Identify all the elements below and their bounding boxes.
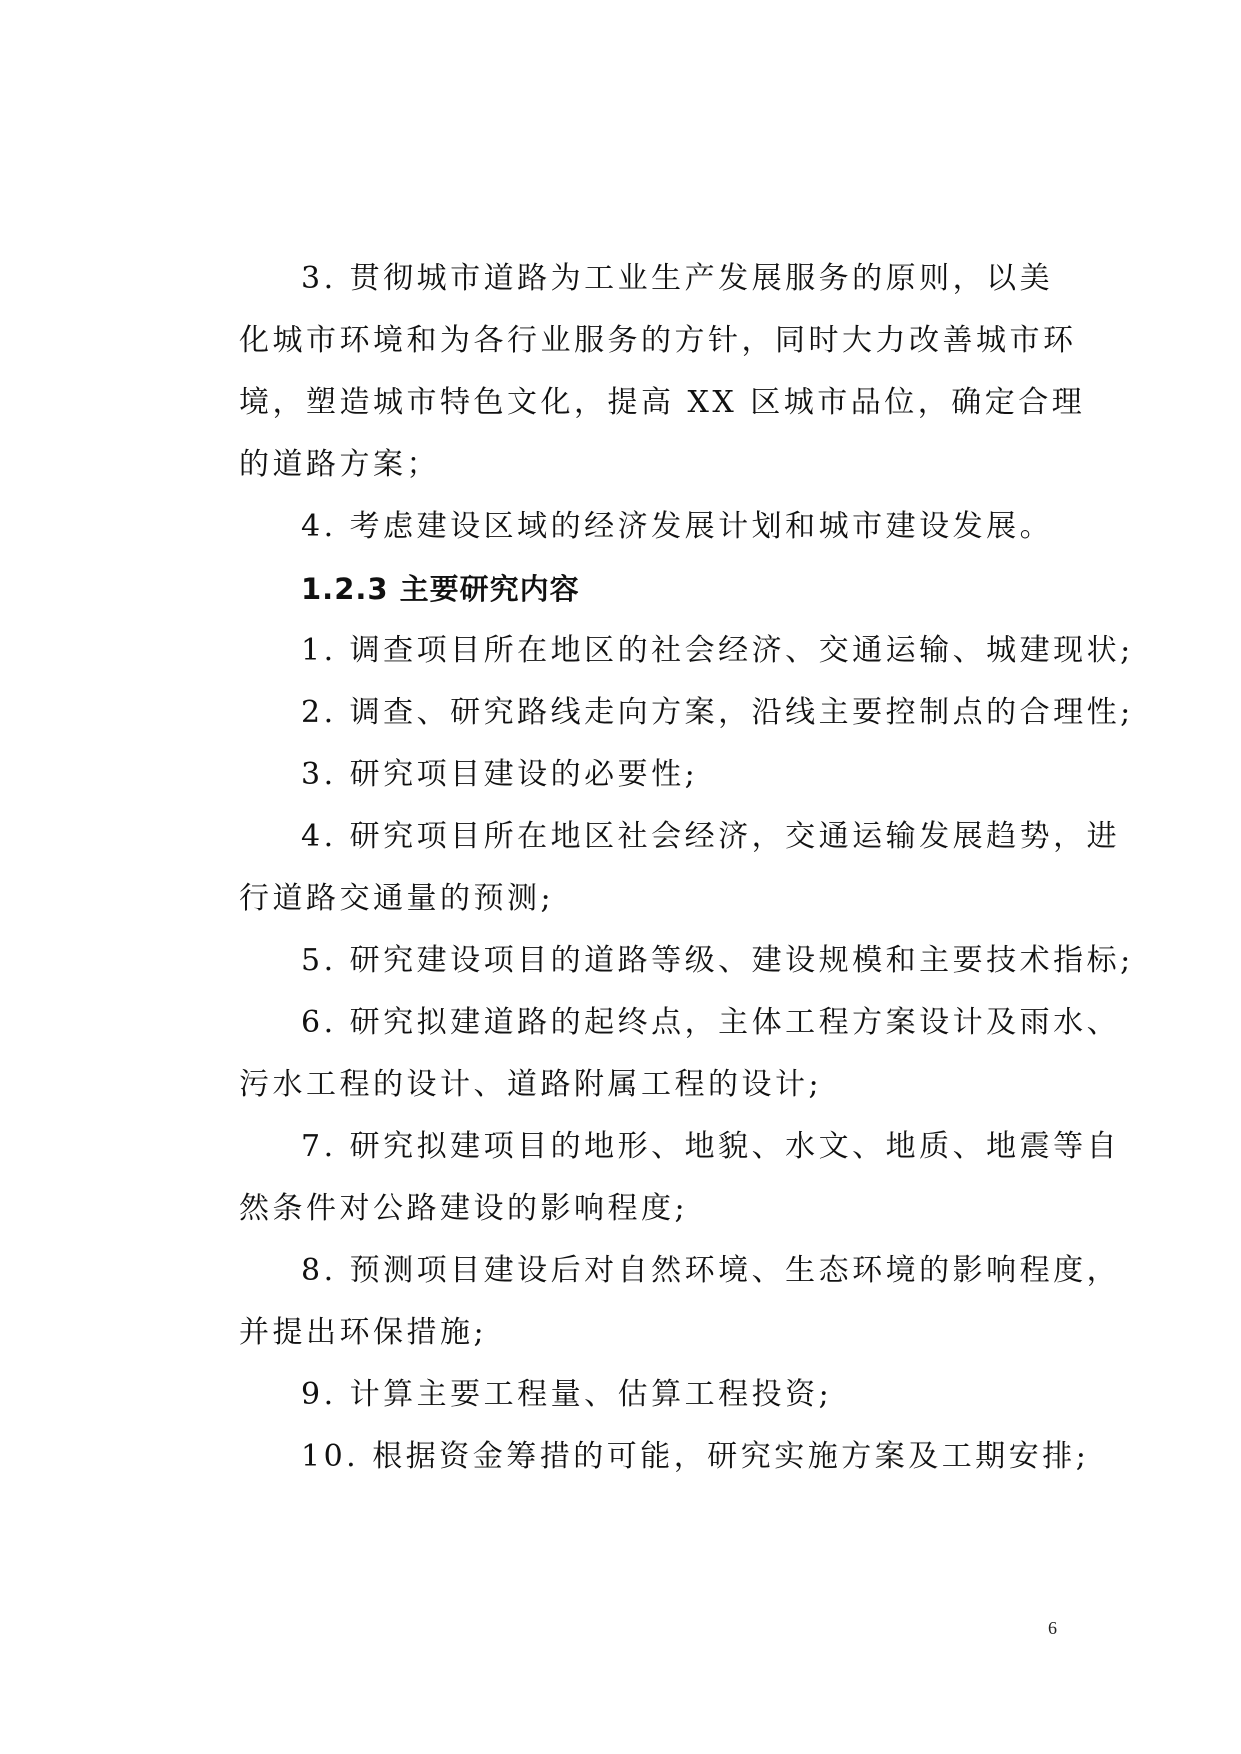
- text-line: 8. 预测项目建设后对自然环境、生态环境的影响程度，: [301, 1253, 1121, 1288]
- principle-4: [239, 496, 1057, 558]
- text-line: 5. 研究建设项目的道路等级、建设规模和主要技术指标;: [301, 943, 1134, 978]
- text-line: 7. 研究拟建项目的地形、地貌、水文、地质、地震等自: [301, 1129, 1121, 1164]
- research-item-5: [239, 930, 1134, 992]
- research-item-10: [239, 1426, 1090, 1488]
- research-item-8: [239, 1240, 1121, 1364]
- research-item-7: [239, 1116, 1121, 1240]
- text-line: 3. 贯彻城市道路为工业生产发展服务的原则，以美: [301, 261, 1054, 296]
- text-line: 的道路方案；: [239, 447, 440, 482]
- text-line: 4. 研究项目所在地区社会经济，交通运输发展趋势，进: [301, 819, 1121, 854]
- text-line: 4. 考虑建设区域的经济发展计划和城市建设发展。: [301, 509, 1054, 544]
- section-heading: 1.2.3 主要研究内容: [301, 572, 580, 606]
- text-line: 2. 调查、研究路线走向方案，沿线主要控制点的合理性;: [301, 695, 1134, 730]
- text-line: 6. 研究拟建道路的起终点，主体工程方案设计及雨水、: [301, 1005, 1121, 1040]
- research-item-4: [239, 806, 1121, 930]
- text-line: 1. 调查项目所在地区的社会经济、交通运输、城建现状;: [301, 633, 1134, 668]
- text-line: 9. 计算主要工程量、估算工程投资;: [301, 1377, 833, 1412]
- research-item-3: [239, 744, 1057, 806]
- text-line: 然条件对公路建设的影响程度;: [239, 1191, 689, 1226]
- research-item-9: [239, 1364, 1057, 1426]
- text-line: 污水工程的设计、道路附属工程的设计;: [239, 1067, 823, 1102]
- text-line: 化城市环境和为各行业服务的方针，同时大力改善城市环: [239, 323, 1077, 358]
- research-item-2: [239, 682, 1134, 744]
- text-line: 并提出环保措施;: [239, 1315, 488, 1350]
- research-item-6: [239, 992, 1121, 1116]
- research-item-1: [239, 620, 1134, 682]
- principle-3: [239, 248, 1086, 496]
- text-line: 10. 根据资金筹措的可能，研究实施方案及工期安排;: [301, 1439, 1090, 1474]
- text-line: 3. 研究项目建设的必要性;: [301, 757, 699, 792]
- document-body: [239, 248, 1134, 1488]
- page-number: 6: [1048, 1618, 1057, 1638]
- text-line: 境，塑造城市特色文化，提高 XX 区城市品位，确定合理: [239, 385, 1086, 420]
- text-line: 行道路交通量的预测;: [239, 881, 555, 916]
